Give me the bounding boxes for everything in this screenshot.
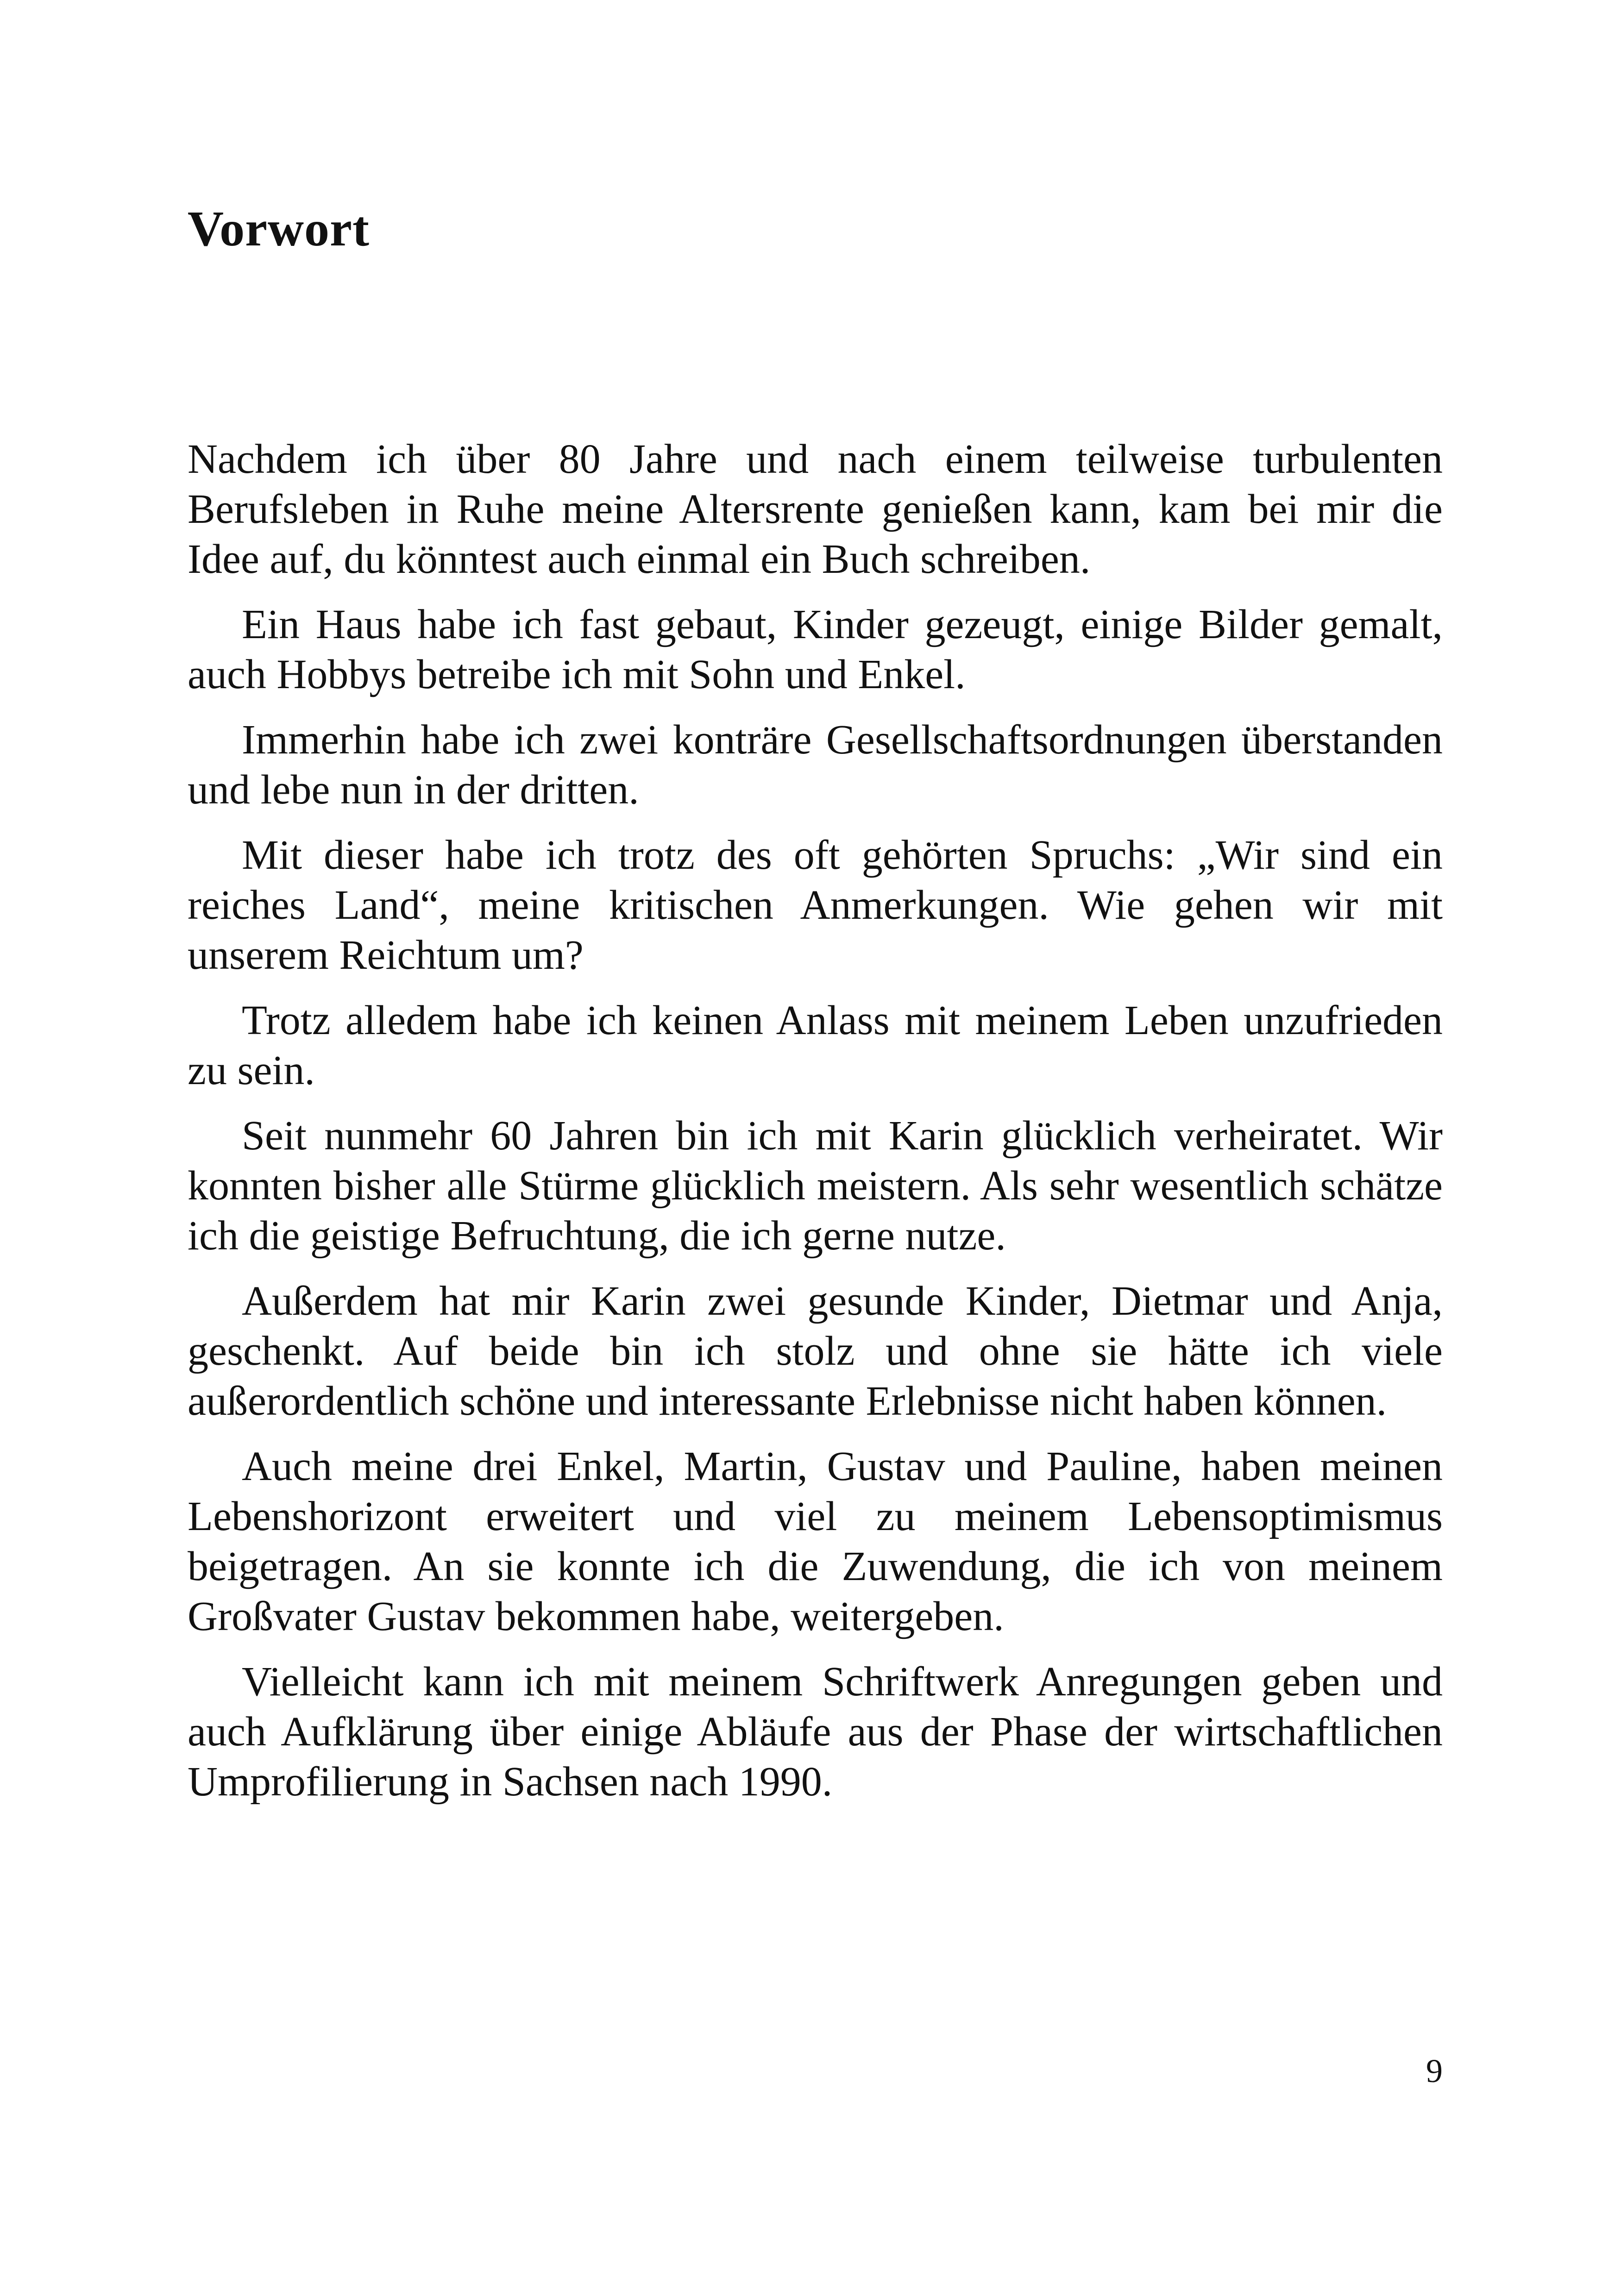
paragraph-5: Trotz alledem habe ich keinen Anlass mit meinem Leben unzufrieden zu sein. — [188, 997, 1443, 1093]
page-number: 9 — [1426, 2052, 1443, 2089]
paragraph-2: Ein Haus habe ich fast gebaut, Kinder gezeugt, einige Bilder gemalt, auch Hobbys betreibe ich mit Sohn und Enkel. — [188, 602, 1443, 697]
paragraph-1: Nachdem ich über 80 Jahre und nach einem teilweise turbulenten Berufsleben in Ruhe meine Altersrente genießen kann, kam bei mir die Idee auf, du könntest auch einmal ein Buch schreiben. — [188, 436, 1443, 582]
paragraph-7: Außerdem hat mir Karin zwei gesunde Kinder, Dietmar und Anja, geschenkt. Auf beide bin ich stolz und ohne sie hätte ich viele außerordentlich schöne und interessante Erlebnisse nicht haben können. — [188, 1278, 1443, 1424]
paragraph-6: Seit nunmehr 60 Jahren bin ich mit Karin glücklich verheiratet. Wir konnten bisher alle Stürme glücklich meistern. Als sehr wesentlich schätze ich die geistige Befruchtung, die ich gerne nutze. — [188, 1113, 1443, 1259]
paragraph-3: Immerhin habe ich zwei konträre Gesellschaftsordnungen überstanden und lebe nun in der dritten. — [188, 717, 1443, 813]
chapter-heading: Vorwort — [188, 201, 370, 257]
paragraph-9: Vielleicht kann ich mit meinem Schriftwerk Anregungen geben und auch Aufklärung über einige Abläufe aus der Phase der wirtschaftlichen Umprofilierung in Sachsen nach 1990. — [188, 1659, 1443, 1805]
paragraph-8: Auch meine drei Enkel, Martin, Gustav und Pauline, haben meinen Lebenshorizont erweitert und viel zu meinem Lebensoptimismus beigetragen. An sie konnte ich die Zuwendung, die ich von meinem Großvater Gustav bekommen habe, weitergeben. — [188, 1443, 1443, 1639]
paragraph-4: Mit dieser habe ich trotz des oft gehörten Spruchs: „Wir sind ein reiches Land“, meine kritischen Anmerkungen. Wie gehen wir mit unserem Reichtum um? — [188, 832, 1443, 978]
preface-body — [188, 434, 1443, 1822]
